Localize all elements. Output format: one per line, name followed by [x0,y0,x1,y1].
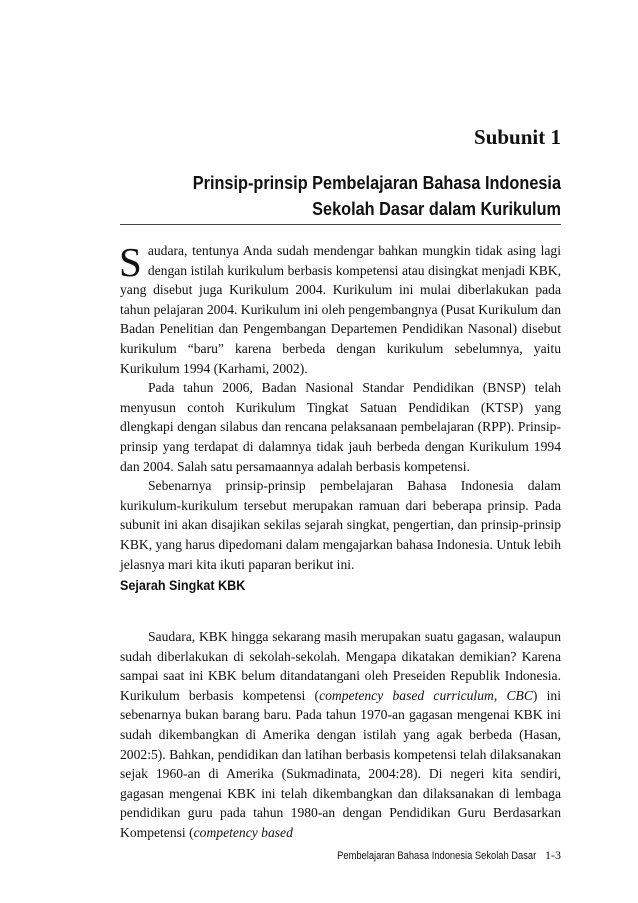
section-term-cbc: competency based curriculum, CBC [319,687,533,703]
section-text-c: ) ini sebenarnya bukan barang baru. Pada tahun 1970-an gagasan mengenai KBK ini sudah dikembangkan di Amerika dengan istilah yang agak berbeda (Hasan, 2002:5). Bahkan, pendidikan dan latihan berbasis kompetensi telah dilaksanakan sejak 1960-an di Amerika (Sukmadinata, 2004:28). Di negeri kita sendiri, gagasan mengenai KBK ini telah dikembangkan dan dilaksanakan di lembaga pendidikan guru pada tahun 1980-an dengan Pendidikan Guru Berdasarkan Kompetensi ( [120,687,561,840]
title-line-1: Prinsip-prinsip Pembelajaran Bahasa Indonesia [192,172,561,193]
intro-paragraph-2: Pada tahun 2006, Badan Nasional Standar Pendidikan (BNSP) telah menyusun contoh Kurikulum Tingkat Satuan Pendidikan (KTSP) yang dlengkapi dengan silabus dan rencana pelaksanaan pembelajaran (RPP). Prinsip-prinsip yang terdapat di dalamnya tidak jauh berbeda dengan Kurikulum 1994 dan 2004. Salah satu persamaannya adalah berbasis kompetensi. [120,380,561,474]
page-title [173,170,561,222]
section-body [120,627,561,843]
section-term-competency: competency based [193,824,293,840]
subunit-label: Subunit 1 [474,125,561,149]
intro-paragraph-3: Sebenarnya prinsip-prinsip pembelajaran Bahasa Indonesia dalam kurikulum-kurikulum tersebut merupakan ramuan dari beberapa prinsip. Pada subunit ini akan disajikan sekilas sejarah singkat, pengertian, dan prinsip-prinsip KBK, yang harus dipedomani dalam mengajarkan bahasa Indonesia. Untuk lebih jelasnya mari kita ikuti paparan berikut ini. [120,478,561,572]
footer-book-title: Pembelajaran Bahasa Indonesia Sekolah Dasar [337,850,537,862]
section-paragraph [120,627,561,843]
intro-text [120,241,561,574]
page-footer [302,848,561,863]
section-text-a: Saudara, KBK hingga sekarang masih merupakan suatu gagasan, walaupun sudah diberlakukan di sekolah-sekolah. Mengapa dikatakan demikian? Karena sampai saat ini KBK belum ditandatangani oleh Preseiden Republik Indonesia. Kurikulum berbasis kompetensi ( [120,629,561,703]
title-divider [120,224,561,225]
drop-cap: S [119,239,142,285]
title-line-2: Sekolah Dasar dalam Kurikulum [312,198,561,219]
section-heading: Sejarah Singkat KBK [120,577,246,593]
page-number: 1-3 [545,848,561,862]
intro-paragraph-1 [120,241,561,378]
intro-paragraph-1-text: audara, tentunya Anda sudah mendengar bahkan mungkin tidak asing lagi dengan istilah kurikulum berbasis kompetensi atau disingkat menjadi KBK, yang disebut juga Kurikulum 2004. Kurikulum ini mulai diberlakukan pada tahun pelajaran 2004. Kurikulum ini oleh pengembangnya (Pusat Kurikulum dan Badan Penelitian dan Pengembangan Departemen Pendidikan Nasonal) disebut kurikulum “baru” karena berbeda dengan kurikulum sebelumnya, yaitu Kurikulum 1994 (Karhami, 2002). [120,243,561,376]
